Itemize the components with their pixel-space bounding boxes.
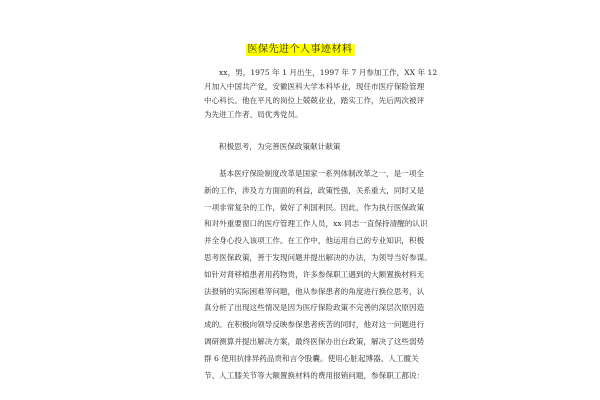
body-line: 成的。在积极向领导反映参保患者疾苦的同时，他对这一问题进行 [204, 320, 425, 330]
body-line: 如针对肾移植患者用药物贵，许多参保职工遇到的大额置换材料无 [204, 269, 425, 279]
body-line: 真分析了出现这些情况是因为医疗保险政策不完善的深层次原因造 [204, 303, 425, 313]
body-line: 一项非常复杂的工作，做好了利国利民。因此，作为执行医保政策 [204, 202, 425, 212]
section-heading-text: 积极思考，为完善医保政策献计献策 [219, 142, 341, 151]
intro-line: 中心科长。他在平凡的岗位上兢兢业业，踏实工作，先后两次被评 [204, 96, 425, 105]
body-line: 新的工作，涉及方方面面的利益，政策性强，关系重大，同时又是 [204, 185, 425, 195]
title-wrap [0, 37, 600, 56]
body-line: 思考医保政策，善于发现问题并提出解决的办法，为领导当好参谋。 [204, 252, 432, 262]
body-line: 群 6 使用抗排异药品贵和言令股囊。使用心脏起博器、人工髋关 [204, 353, 419, 363]
body-paragraph [204, 166, 432, 384]
intro-line: 月加入中国共产党，安徽医科大学本科毕业，现任市医疗保险管理 [204, 82, 425, 91]
intro-paragraph [204, 66, 438, 122]
intro-line: xx，男，1975 年 1 月出生，1997 年 7 月参加工作，XX 年 12 [219, 68, 438, 77]
section-heading [204, 140, 404, 154]
document-title: 医保先进个人事迹材料 [247, 44, 353, 55]
body-line: 和对外重要窗口的医疗管理工作人员，xx 同志一直保持清醒的认识 [204, 219, 428, 229]
intro-line: 为先进工作者、局优秀党员。 [204, 110, 303, 119]
body-line: 法报销的实际困难等问题，他从参保患者的角度进行换位思考，认 [204, 286, 425, 296]
body-line: 节、人工膝关节等大额置换材料的费用报销问题，参保职工都说： [204, 370, 425, 380]
body-line: 并全身心投入该项工作。在工作中，他运用自己的专业知识，积极 [204, 236, 425, 246]
body-line: 调研测算并提出解决方案，最终医保办出台政策，解决了这些弱势 [204, 336, 425, 346]
body-line: 基本医疗保险制度改革是国家一系列体制改革之一，是一项全 [219, 169, 425, 178]
